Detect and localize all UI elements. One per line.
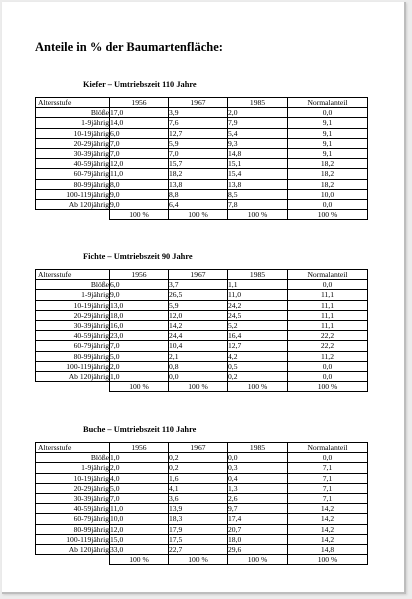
row-label: 40-59jährig (36, 331, 110, 341)
total-cell: 100 % (288, 382, 368, 392)
row-label: Blöße (36, 280, 110, 290)
row-label: 10-19jährig (36, 128, 110, 138)
table-cell: 9,0 (110, 200, 169, 210)
table-row (36, 504, 368, 514)
table-cell: 8,5 (228, 189, 288, 199)
table-cell: 4,0 (110, 473, 169, 483)
table-cell: 18,2 (169, 169, 228, 179)
empty-cell (36, 555, 110, 565)
table-cell: 3,6 (169, 494, 228, 504)
column-header: 1956 (110, 443, 169, 453)
table-cell: 14,2 (288, 504, 368, 514)
total-cell: 100 % (288, 210, 368, 220)
row-label: 80-99jährig (36, 524, 110, 534)
row-label: 80-99jährig (36, 179, 110, 189)
document-title: Anteile in % der Baumartenfläche: (35, 40, 223, 54)
table-cell: 20,7 (228, 524, 288, 534)
row-label: 10-19jährig (36, 473, 110, 483)
table-row (36, 310, 368, 320)
table-row (36, 179, 368, 189)
table-cell: 9,3 (228, 138, 288, 148)
table-row (36, 545, 368, 555)
table-cell: 9,7 (228, 504, 288, 514)
table-row (36, 159, 368, 169)
table-cell: 1,0 (110, 453, 169, 463)
row-label: 20-29jährig (36, 138, 110, 148)
table-row (36, 453, 368, 463)
total-cell: 100 % (169, 210, 228, 220)
table-cell: 1,6 (169, 473, 228, 483)
row-label: 30-39jährig (36, 321, 110, 331)
table-cell: 29,6 (228, 545, 288, 555)
table-cell: 7,6 (169, 118, 228, 128)
table-row (36, 108, 368, 118)
table-cell: 0,0 (288, 453, 368, 463)
table-row (36, 290, 368, 300)
table-cell: 0,0 (169, 372, 228, 382)
table-cell: 5,4 (228, 128, 288, 138)
table-cell: 33,0 (110, 545, 169, 555)
table-row (36, 514, 368, 524)
table-cell: 13,8 (169, 179, 228, 189)
row-label: 1-9jährig (36, 290, 110, 300)
table-row (36, 361, 368, 371)
table-cell: 0,8 (169, 361, 228, 371)
table-cell: 4,1 (169, 483, 228, 493)
table-cell: 3,7 (169, 280, 228, 290)
total-cell: 100 % (110, 210, 169, 220)
row-label: Blöße (36, 108, 110, 118)
table-cell: 2,0 (110, 361, 169, 371)
table-cell: 11,0 (228, 290, 288, 300)
total-cell: 100 % (110, 555, 169, 565)
table-cell: 7,0 (110, 149, 169, 159)
table-cell: 14,8 (228, 149, 288, 159)
table-cell: 5,0 (110, 483, 169, 493)
table-cell: 24,2 (228, 300, 288, 310)
row-label: 60-79jährig (36, 169, 110, 179)
table-cell: 4,2 (228, 351, 288, 361)
column-header: 1967 (169, 98, 228, 108)
table-cell: 13,0 (110, 300, 169, 310)
table-row (36, 483, 368, 493)
row-label: Ab 120jährig (36, 545, 110, 555)
column-header: Normalanteil (288, 98, 368, 108)
table-cell: 7,0 (110, 341, 169, 351)
table-cell: 14,2 (288, 524, 368, 534)
row-label: 40-59jährig (36, 159, 110, 169)
table-cell: 14,2 (288, 534, 368, 544)
row-label: 10-19jährig (36, 300, 110, 310)
table-cell: 17,9 (169, 524, 228, 534)
table-cell: 3,9 (169, 108, 228, 118)
table-header-row (36, 270, 368, 280)
row-label: 1-9jährig (36, 463, 110, 473)
column-header: 1967 (169, 270, 228, 280)
table-cell: 18,2 (288, 179, 368, 189)
total-cell: 100 % (228, 210, 288, 220)
table-cell: 22,2 (288, 341, 368, 351)
table-cell: 16,0 (110, 321, 169, 331)
table-cell: 22,7 (169, 545, 228, 555)
column-header: Altersstufe (36, 443, 110, 453)
table-row (36, 473, 368, 483)
table-cell: 17,4 (228, 514, 288, 524)
table-cell: 5,2 (228, 321, 288, 331)
table-cell: 9,0 (110, 189, 169, 199)
table-cell: 15,0 (110, 534, 169, 544)
table-cell: 15,7 (169, 159, 228, 169)
table-cell: 12,0 (110, 159, 169, 169)
table-cell: 1,1 (228, 280, 288, 290)
column-header: 1985 (228, 98, 288, 108)
row-label: Blöße (36, 453, 110, 463)
data-table (35, 442, 368, 565)
table-row (36, 494, 368, 504)
row-label: 30-39jährig (36, 149, 110, 159)
section-title: Fichte – Umtriebszeit 90 Jahre (83, 252, 193, 261)
table-row (36, 189, 368, 199)
table-cell: 12,7 (228, 341, 288, 351)
table-cell: 7,8 (228, 200, 288, 210)
column-header: 1985 (228, 270, 288, 280)
column-header: Altersstufe (36, 270, 110, 280)
table-cell: 16,4 (228, 331, 288, 341)
table-cell: 0,0 (288, 108, 368, 118)
table-row (36, 128, 368, 138)
column-header: 1956 (110, 98, 169, 108)
table-cell: 6,0 (110, 128, 169, 138)
table-cell: 0,0 (288, 280, 368, 290)
table-cell: 10,0 (110, 514, 169, 524)
table-cell: 17,0 (110, 108, 169, 118)
table-row (36, 524, 368, 534)
table-row (36, 341, 368, 351)
table-cell: 7,0 (169, 149, 228, 159)
table-cell: 22,2 (288, 331, 368, 341)
row-label: 20-29jährig (36, 483, 110, 493)
table-cell: 7,1 (288, 483, 368, 493)
column-header: 1956 (110, 270, 169, 280)
table-row (36, 200, 368, 210)
table-cell: 14,2 (169, 321, 228, 331)
row-label: Ab 120jährig (36, 200, 110, 210)
total-cell: 100 % (110, 382, 169, 392)
section-title: Buche – Umtriebszeit 110 Jahre (83, 425, 197, 434)
row-label: 30-39jährig (36, 494, 110, 504)
row-label: 80-99jährig (36, 351, 110, 361)
table-cell: 18,2 (288, 159, 368, 169)
table-row (36, 372, 368, 382)
table-totals-row (36, 382, 368, 392)
table-cell: 11,1 (288, 300, 368, 310)
column-header: Normalanteil (288, 270, 368, 280)
column-header: 1985 (228, 443, 288, 453)
table-cell: 0,2 (169, 463, 228, 473)
table-cell: 0,0 (228, 453, 288, 463)
table-cell: 13,8 (228, 179, 288, 189)
table-cell: 13,9 (169, 504, 228, 514)
table-row (36, 138, 368, 148)
column-header: Altersstufe (36, 98, 110, 108)
row-label: 60-79jährig (36, 341, 110, 351)
row-label: 100-119jährig (36, 189, 110, 199)
table-cell: 18,2 (288, 169, 368, 179)
table-cell: 11,1 (288, 321, 368, 331)
table-cell: 9,1 (288, 138, 368, 148)
row-label: 20-29jährig (36, 310, 110, 320)
row-label: 100-119jährig (36, 361, 110, 371)
table-cell: 0,4 (228, 473, 288, 483)
table-row (36, 331, 368, 341)
table-cell: 2,0 (228, 108, 288, 118)
table-row (36, 118, 368, 128)
table-cell: 5,0 (110, 351, 169, 361)
total-cell: 100 % (288, 555, 368, 565)
row-label: 60-79jährig (36, 514, 110, 524)
table-cell: 17,5 (169, 534, 228, 544)
table-cell: 10,4 (169, 341, 228, 351)
table-cell: 2,1 (169, 351, 228, 361)
row-label: 40-59jährig (36, 504, 110, 514)
table-row (36, 321, 368, 331)
table-cell: 8,0 (110, 179, 169, 189)
table-cell: 14,0 (110, 118, 169, 128)
table-cell: 0,0 (288, 372, 368, 382)
table-cell: 9,1 (288, 149, 368, 159)
table-cell: 9,1 (288, 128, 368, 138)
table-cell: 6,4 (169, 200, 228, 210)
table-cell: 24,4 (169, 331, 228, 341)
table-header-row (36, 98, 368, 108)
table-cell: 0,2 (169, 453, 228, 463)
table-cell: 11,2 (288, 351, 368, 361)
table-cell: 2,0 (110, 463, 169, 473)
table-cell: 9,0 (110, 290, 169, 300)
table-row (36, 149, 368, 159)
column-header: Normalanteil (288, 443, 368, 453)
table-row (36, 300, 368, 310)
section-title: Kiefer – Umtriebszeit 110 Jahre (83, 80, 197, 89)
table-cell: 7,1 (288, 494, 368, 504)
table-cell: 7,0 (110, 138, 169, 148)
table-cell: 8,8 (169, 189, 228, 199)
table-cell: 11,0 (110, 504, 169, 514)
table-cell: 1,3 (228, 483, 288, 493)
table-cell: 7,1 (288, 463, 368, 473)
table-cell: 1,0 (110, 372, 169, 382)
table-header-row (36, 443, 368, 453)
table-cell: 0,5 (228, 361, 288, 371)
table-totals-row (36, 210, 368, 220)
table-cell: 24,5 (228, 310, 288, 320)
table-cell: 6,0 (110, 280, 169, 290)
total-cell: 100 % (169, 555, 228, 565)
table-cell: 11,1 (288, 290, 368, 300)
table-row (36, 534, 368, 544)
table-cell: 5,9 (169, 300, 228, 310)
table-cell: 0,3 (228, 463, 288, 473)
data-table (35, 97, 368, 220)
total-cell: 100 % (169, 382, 228, 392)
row-label: Ab 120jährig (36, 372, 110, 382)
table-cell: 12,0 (169, 310, 228, 320)
row-label: 100-119jährig (36, 534, 110, 544)
data-table (35, 269, 368, 392)
table-cell: 9,1 (288, 118, 368, 128)
table-cell: 7,9 (228, 118, 288, 128)
empty-cell (36, 382, 110, 392)
table-row (36, 351, 368, 361)
table-cell: 18,0 (228, 534, 288, 544)
table-cell: 0,2 (228, 372, 288, 382)
total-cell: 100 % (228, 382, 288, 392)
table-cell: 0,0 (288, 361, 368, 371)
table-cell: 12,0 (110, 524, 169, 534)
table-cell: 14,8 (288, 545, 368, 555)
column-header: 1967 (169, 443, 228, 453)
table-row (36, 280, 368, 290)
table-cell: 12,7 (169, 128, 228, 138)
table-row (36, 169, 368, 179)
table-cell: 11,0 (110, 169, 169, 179)
total-cell: 100 % (228, 555, 288, 565)
empty-cell (36, 210, 110, 220)
table-cell: 10,0 (288, 189, 368, 199)
table-cell: 18,0 (110, 310, 169, 320)
table-row (36, 463, 368, 473)
table-cell: 14,2 (288, 514, 368, 524)
table-cell: 0,0 (288, 200, 368, 210)
table-cell: 11,1 (288, 310, 368, 320)
table-cell: 7,1 (288, 473, 368, 483)
table-cell: 2,6 (228, 494, 288, 504)
table-cell: 18,3 (169, 514, 228, 524)
table-cell: 5,9 (169, 138, 228, 148)
document-page (2, 2, 406, 594)
row-label: 1-9jährig (36, 118, 110, 128)
table-cell: 7,0 (110, 494, 169, 504)
table-cell: 15,4 (228, 169, 288, 179)
table-cell: 15,1 (228, 159, 288, 169)
table-cell: 26,5 (169, 290, 228, 300)
table-cell: 23,0 (110, 331, 169, 341)
table-totals-row (36, 555, 368, 565)
